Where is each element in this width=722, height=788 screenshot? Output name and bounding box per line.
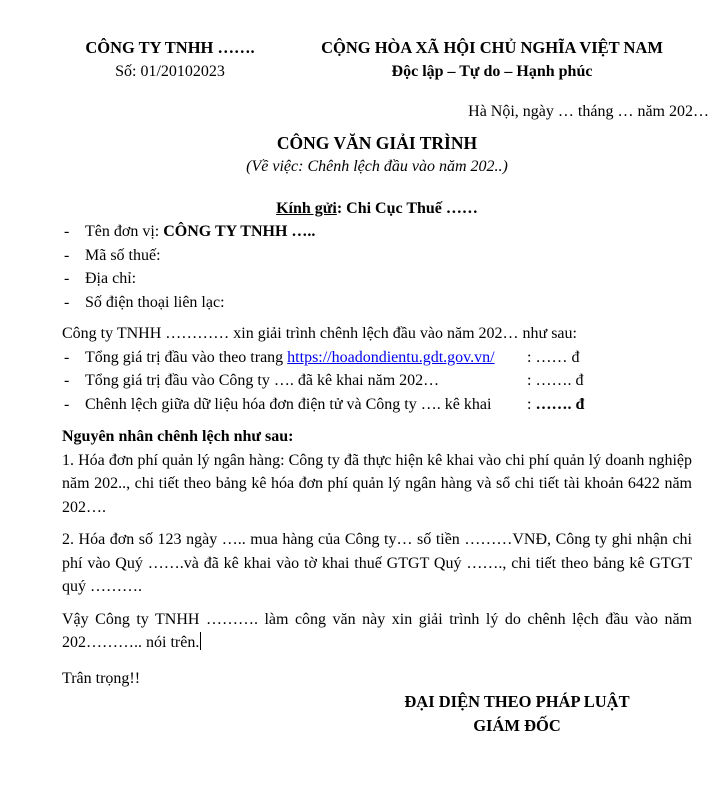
document-title: CÔNG VĂN GIẢI TRÌNH xyxy=(276,132,478,153)
header-company-block xyxy=(62,36,278,83)
signature-block xyxy=(367,690,667,737)
conclusion-text: Vậy Công ty TNHH ………. làm công văn này xin giải trình lý do chênh lệch đầu vào năm 202……….. nói trên. xyxy=(62,610,692,651)
info-address-label: Địa chỉ: xyxy=(85,270,137,287)
statement-line3-amount: ……. đ xyxy=(535,395,585,413)
statement-lines xyxy=(62,346,692,417)
dash-marker: - xyxy=(64,348,70,366)
info-name-value: CÔNG TY TNHH ….. xyxy=(163,223,316,240)
recipient-value: : Chi Cục Thuế …… xyxy=(336,199,478,217)
document-header xyxy=(62,36,692,83)
national-motto-line2: Độc lập – Tự do – Hạnh phúc xyxy=(391,62,593,80)
statement-line3-value xyxy=(527,393,584,417)
reasons-heading: Nguyên nhân chênh lệch như sau: xyxy=(62,428,294,445)
dash-marker: - xyxy=(64,223,70,240)
statement-line2-value: : ……. đ xyxy=(527,372,584,389)
dash-marker: - xyxy=(64,395,70,413)
statement-line3-colon: : xyxy=(527,395,536,413)
dash-marker: - xyxy=(64,270,70,287)
conclusion-paragraph xyxy=(62,608,692,655)
company-name: CÔNG TY TNHH ……. xyxy=(85,38,255,57)
recipient-label: Kính gửi xyxy=(276,199,337,217)
info-name-label: Tên đơn vị: xyxy=(85,223,164,240)
statement-intro: Công ty TNHH ………… xin giải trình chênh lệch đầu vào năm 202… như sau: xyxy=(62,325,577,342)
recipient-line xyxy=(62,197,692,221)
info-item-name xyxy=(62,220,692,244)
signature-title: ĐẠI DIỆN THEO PHÁP LUẬT xyxy=(404,692,630,711)
document-number: Số: 01/20102023 xyxy=(115,62,225,80)
text-cursor xyxy=(200,632,201,650)
info-item-tax-code xyxy=(62,244,692,268)
statement-line1-text: Tổng giá trị đầu vào theo trang xyxy=(85,348,288,366)
national-motto-line1: CỘNG HÒA XÃ HỘI CHỦ NGHĨA VIỆT NAM xyxy=(321,38,663,57)
info-item-phone xyxy=(62,291,692,315)
signature-role: GIÁM ĐỐC xyxy=(473,715,561,735)
reason-paragraph-2: 2. Hóa đơn số 123 ngày ….. mua hàng của Công ty… số tiền ………VNĐ, Công ty ghi nhận chi phí vào Quý …….và đã kê khai vào tờ khai thuế GTGT Quý ……., chi tiết theo bảng kê GTGT quý ………. xyxy=(62,531,692,595)
statement-line2-text: Tổng giá trị đầu vào Công ty …. đã kê khai năm 202… xyxy=(85,372,440,389)
info-phone-label: Số điện thoại liên lạc: xyxy=(85,293,225,311)
invoice-portal-link[interactable]: https://hoadondientu.gdt.gov.vn/ xyxy=(287,348,495,366)
statement-line-difference xyxy=(62,393,692,417)
info-tax-code-label: Mã số thuế: xyxy=(85,246,161,264)
regards-line: Trân trọng!! xyxy=(62,669,141,687)
dash-marker: - xyxy=(64,246,70,264)
statement-line3-text: Chênh lệch giữa dữ liệu hóa đơn điện tử và Công ty …. kê khai xyxy=(85,395,492,413)
statement-line-invoice-portal xyxy=(62,346,692,370)
place-date-line: Hà Nội, ngày … tháng … năm 202… xyxy=(468,103,709,120)
dash-marker: - xyxy=(64,372,70,389)
reason-paragraph-1: 1. Hóa đơn phí quản lý ngân hàng: Công ty đã thực hiện kê khai vào chi phí quản lý doanh nghiệp năm 202.., chi tiết theo bảng kê hóa đơn phí quản lý ngân hàng và sổ chi tiết tài khoản 6422 năm 202…. xyxy=(62,451,692,516)
company-info-list xyxy=(62,220,692,314)
statement-line-declared xyxy=(62,369,692,393)
info-item-address xyxy=(62,267,692,291)
dash-marker: - xyxy=(64,293,70,311)
header-national-block xyxy=(294,36,690,83)
document-subject: (Về việc: Chênh lệch đầu vào năm 202..) xyxy=(246,158,508,175)
statement-line1-value: : …… đ xyxy=(527,348,580,366)
